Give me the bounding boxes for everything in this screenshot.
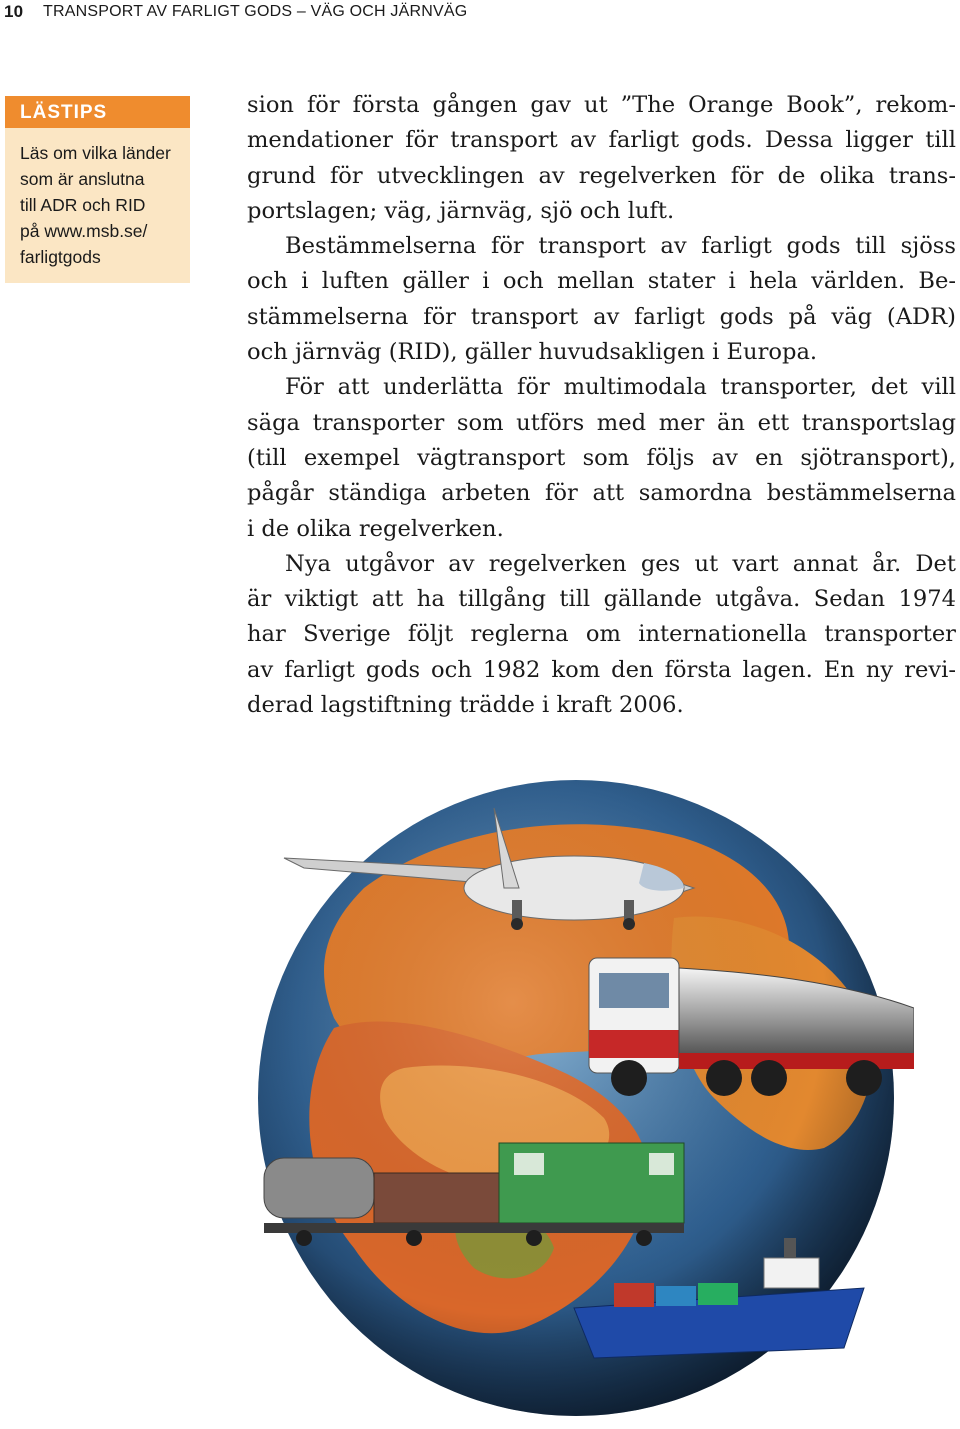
- text-line: pågår ständiga arbeten för att samordna bestämmelserna: [247, 480, 956, 507]
- tip-line: som är anslutna: [20, 169, 145, 189]
- text-line: För att underlätta för multimodala transporter, det vill: [285, 374, 956, 401]
- text-line: (till exempel vägtransport som följs av en sjötransport),: [247, 444, 956, 471]
- text-line: är viktigt att ha tillgång till gällande utgåva. Sedan 1974: [247, 586, 956, 613]
- text-line: i de olika regelverken.: [247, 515, 504, 542]
- tip-line: farligtgods: [20, 247, 101, 267]
- paragraph-1: [247, 88, 956, 229]
- text-line: Bestämmelserna för transport av farligt gods till sjöss: [285, 233, 956, 260]
- body-text: [247, 88, 956, 723]
- text-line: stämmelserna för transport av farligt gods på väg (ADR): [247, 303, 956, 330]
- text-line: Nya utgåvor av regelverken ges ut vart annat år. Det: [285, 550, 956, 577]
- text-line: mendationer för transport av farligt gods. Dessa ligger till: [247, 127, 956, 154]
- text-line: derad lagstiftning trädde i kraft 2006.: [247, 692, 684, 719]
- text-line: grund för utvecklingen av regelverken för de olika trans-: [247, 162, 956, 189]
- tip-line: till ADR och RID: [20, 195, 146, 215]
- running-header: [0, 0, 960, 24]
- tip-box: [5, 96, 190, 283]
- text-line: säga transporter som utförs med mer än ett transportslag: [247, 409, 956, 436]
- text-line: och i luften gäller i och mellan stater i hela världen. Be-: [247, 268, 956, 295]
- paragraph-4: [247, 547, 956, 723]
- paragraph-3: [247, 370, 956, 546]
- text-line: portslagen; väg, järnväg, sjö och luft.: [247, 197, 675, 224]
- tip-line: Läs om vilka länder: [20, 143, 171, 163]
- tip-line: på www.msb.se/: [20, 221, 148, 241]
- globe-transport-illustration: [244, 768, 914, 1418]
- tip-heading: LÄSTIPS: [5, 96, 190, 128]
- text-line: har Sverige följt reglerna om internationella transporter: [247, 621, 956, 648]
- running-title: TRANSPORT AV FARLIGT GODS – VÄG OCH JÄRNVÄG: [43, 3, 468, 20]
- text-line: och järnväg (RID), gäller huvudsakligen i Europa.: [247, 339, 818, 366]
- page-number: 10: [4, 2, 24, 21]
- text-line: av farligt gods och 1982 kom den första lagen. En ny revi-: [247, 656, 956, 683]
- tip-body: [5, 128, 190, 270]
- paragraph-2: [247, 229, 956, 370]
- text-line: sion för första gången gav ut ”The Orange Book”, rekom-: [247, 92, 956, 118]
